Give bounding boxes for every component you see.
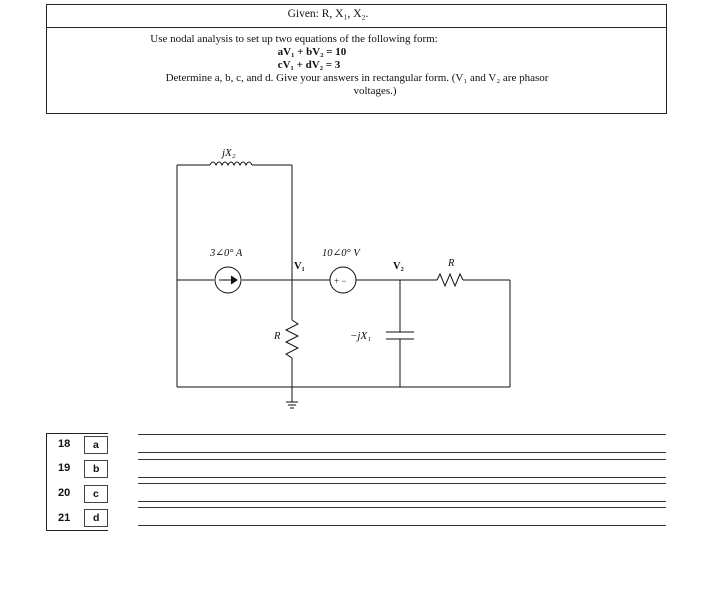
answers-top-rule xyxy=(46,433,108,434)
resistor-top-label: R xyxy=(448,258,455,269)
given-text: Given: R, X₁, X₂. xyxy=(287,8,369,20)
resistor-ground-label: R xyxy=(274,331,281,342)
resistor-ground-zigzag xyxy=(286,320,298,358)
answer-field-d[interactable] xyxy=(138,507,666,526)
question-instruction-1: Determine a, b, c, and d. Give your answers in rectangular form. (V₁ and V₂ are phasor xyxy=(165,72,549,84)
answer-letter: a xyxy=(93,439,99,451)
question-instruction-2: voltages.) xyxy=(353,85,397,97)
answer-number: 20 xyxy=(58,487,71,499)
resistor-top-zigzag xyxy=(437,274,463,286)
voltage-source-label: 10∠0° V xyxy=(322,248,360,259)
current-source-label: 3∠0° A xyxy=(210,248,243,259)
equation-1: aV₁ + bV₂ = 10 xyxy=(277,46,347,58)
current-source-arrowhead xyxy=(231,276,237,284)
answer-field-c[interactable] xyxy=(138,483,666,502)
inductor-coil xyxy=(210,162,252,165)
answer-field-a[interactable] xyxy=(138,434,666,453)
answers-bottom-rule xyxy=(46,530,108,531)
node-v2-label: V₂ xyxy=(393,261,404,272)
voltage-source-sign: + − xyxy=(334,276,347,286)
answer-number: 21 xyxy=(58,512,71,524)
answer-letter: b xyxy=(93,463,100,475)
answer-field-b[interactable] xyxy=(138,459,666,478)
answers-left-rule xyxy=(46,433,47,531)
answer-letter: d xyxy=(93,512,100,524)
answer-letter: c xyxy=(93,488,99,500)
capacitor-label: −jX₁ xyxy=(350,330,372,342)
node-v1-label: V₁ xyxy=(294,261,305,272)
equation-2: cV₁ + dV₂ = 3 xyxy=(277,59,341,71)
answer-number: 18 xyxy=(58,438,71,450)
answer-number: 19 xyxy=(58,462,71,474)
inductor-label: jX₂ xyxy=(222,147,236,159)
question-intro: Use nodal analysis to set up two equations of the following form: xyxy=(150,33,438,45)
